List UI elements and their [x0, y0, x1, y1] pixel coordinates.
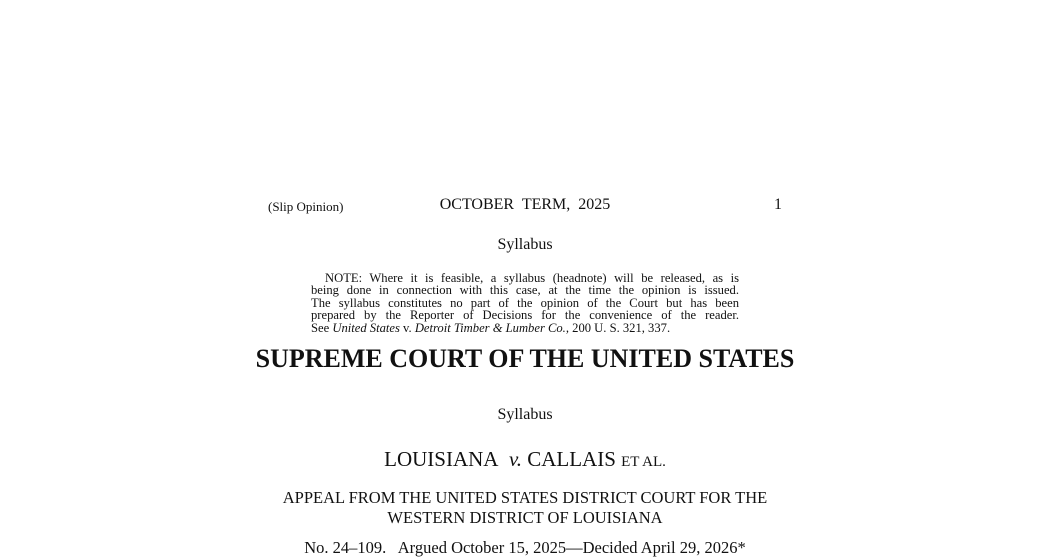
syllabus-heading: Syllabus	[497, 236, 553, 253]
appeal-heading	[0, 488, 1050, 528]
cited-case-party-1: United States	[332, 320, 400, 335]
et-al-label: ET AL.	[621, 454, 666, 470]
note-line: prepared by the Reporter of Decisions for the convenience of the reader.	[311, 308, 739, 323]
note-line: The syllabus constitutes no part of the opinion of the Court but has been	[311, 295, 739, 310]
court-title: SUPREME COURT OF THE UNITED STATES	[255, 344, 795, 373]
appeal-heading-line: APPEAL FROM THE UNITED STATES DISTRICT COURT FOR THE	[282, 488, 768, 507]
slip-opinion-label: (Slip Opinion)	[268, 199, 344, 214]
cited-case-party-2: Detroit Timber & Lumber Co.,	[414, 320, 569, 335]
note-line: being done in connection with this case, at the time the opinion is issued.	[311, 283, 739, 298]
syllabus-heading-2: Syllabus	[497, 406, 553, 423]
docket-line: No. 24–109. Argued October 15, 2025—Decided April 29, 2026*	[304, 538, 746, 557]
appellant-name: LOUISIANA	[384, 447, 499, 471]
term-header: OCTOBER TERM, 2025	[439, 196, 611, 213]
appellee-name: CALLAIS	[527, 447, 616, 471]
appeal-heading-line: WESTERN DISTRICT OF LOUISIANA	[387, 508, 663, 527]
note-line: NOTE: Where it is feasible, a syllabus (headnote) will be released, as is	[325, 271, 739, 285]
see-label: See	[311, 320, 330, 335]
cited-case-versus: v.	[403, 320, 412, 335]
citation-reference: 200 U. S. 321, 337.	[572, 320, 671, 335]
note-citation-line	[311, 322, 739, 334]
page-number: 1	[774, 196, 782, 213]
case-title	[0, 447, 1050, 472]
case-versus: v.	[508, 447, 522, 471]
syllabus-note	[311, 272, 739, 334]
